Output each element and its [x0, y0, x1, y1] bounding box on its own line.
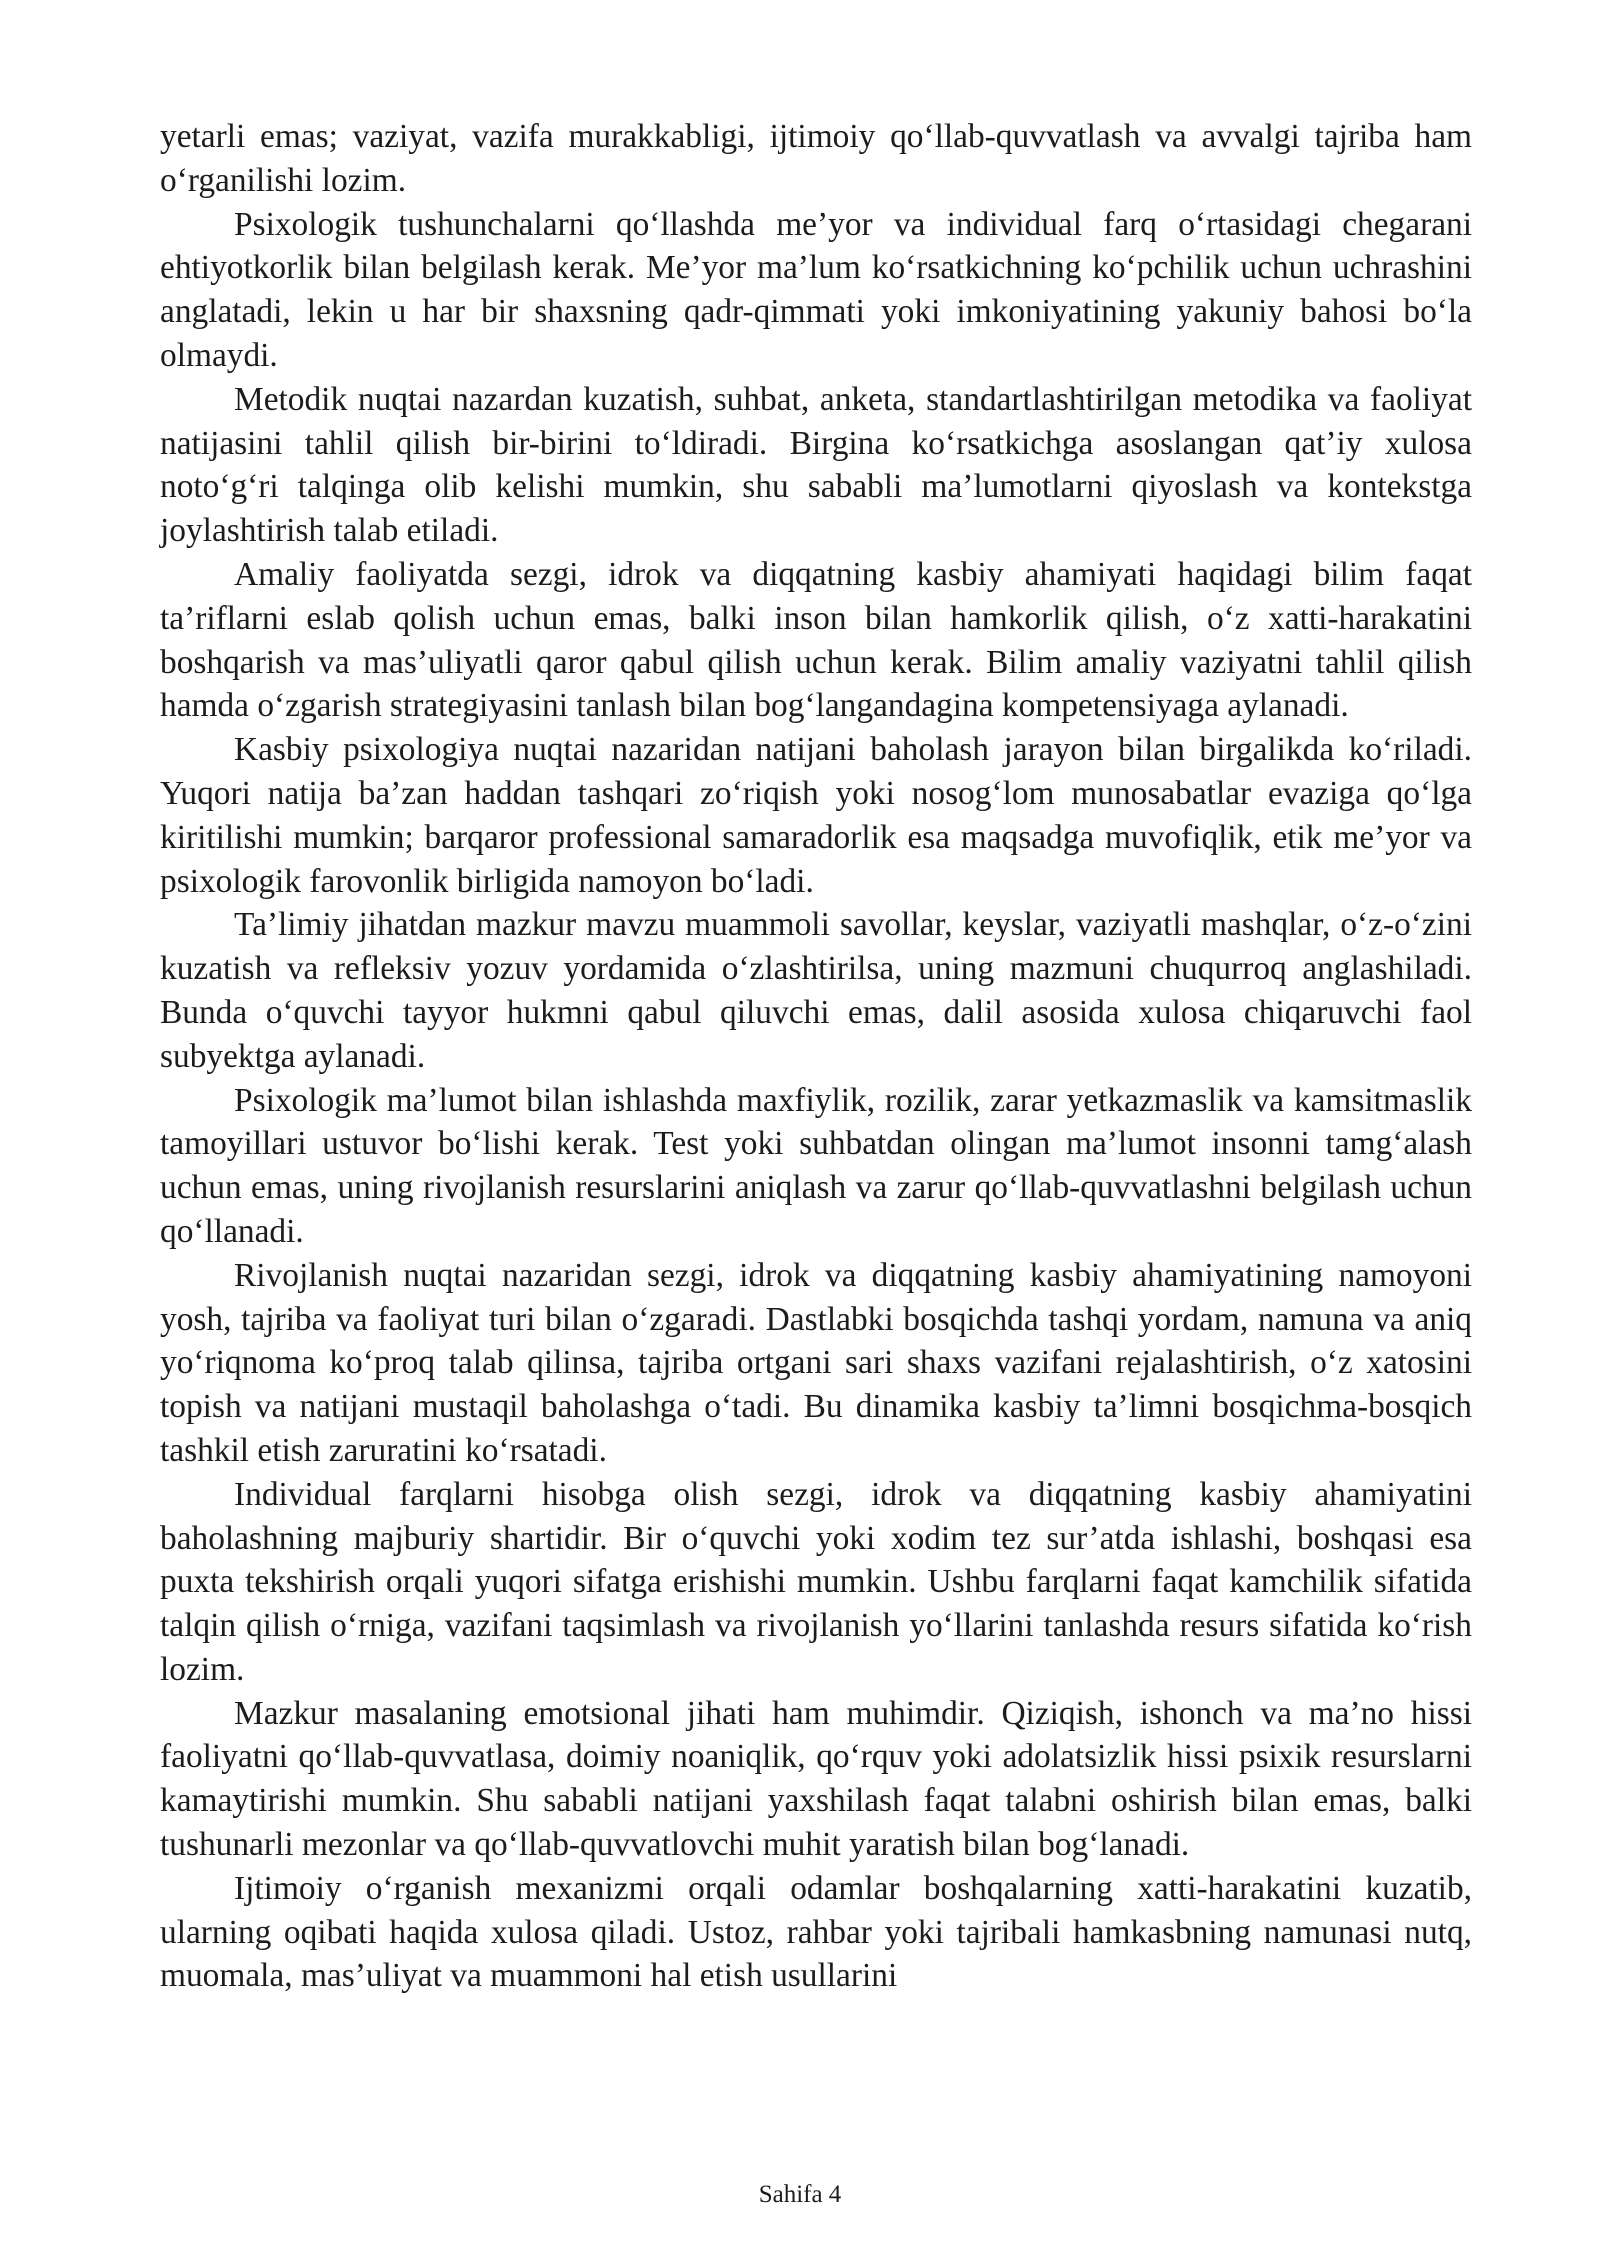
paragraph: Mazkur masalaning emotsional jihati ham muhimdir. Qiziqish, ishonch va ma’no hissi faoliyatni qo‘llab-quvvatlasa, doimiy noaniqlik, qo‘rquv yoki adolatsizlik hissi psixik resurslarni kamaytirishi mumkin. Shu sababli natijani yaxshilash faqat talabni oshirish bilan emas, balki tushunarli mezonlar va qo‘llab-quvvatlovchi muhit yaratish bilan bog‘lanadi.: [160, 1694, 1472, 1864]
paragraph: Individual farqlarni hisobga olish sezgi, idrok va diqqatning kasbiy ahamiyatini baholashning majburiy shartidir. Bir o‘quvchi yoki xodim tez sur’atda ishlashi, boshqasi esa puxta tekshirish orqali yuqori sifatga erishishi mumkin. Ushbu farqlarni faqat kamchilik sifatida talqin qilish o‘rniga, vazifani taqsimlash va rivojlanish yo‘llarini tanlashda resurs sifatida ko‘rish lozim.: [160, 1475, 1472, 1688]
paragraph: Psixologik ma’lumot bilan ishlashda maxfiylik, rozilik, zarar yetkazmaslik va kamsitmaslik tamoyillari ustuvor bo‘lishi kerak. Test yoki suhbatdan olingan ma’lumot insonni tamg‘alash uchun emas, uning rivojlanish resurslarini aniqlash va zarur qo‘llab-quvvatlashni belgilash uchun qo‘llanadi.: [160, 1081, 1472, 1250]
page-number: Sahifa 4: [758, 2181, 842, 2208]
body-text: [160, 115, 1472, 1998]
paragraph: yetarli emas; vaziyat, vazifa murakkabligi, ijtimoiy qo‘llab-quvvatlash va avvalgi tajriba ham o‘rganilishi lozim.: [160, 118, 1472, 199]
paragraph: Ijtimoiy o‘rganish mexanizmi orqali odamlar boshqalarning xatti-harakatini kuzatib, ularning oqibati haqida xulosa qiladi. Ustoz, rahbar yoki tajribali hamkasbning namunasi nutq, muomala, mas’uliyat va muammoni hal etish usullarini: [160, 1869, 1472, 1995]
paragraph: Kasbiy psixologiya nuqtai nazaridan natijani baholash jarayon bilan birgalikda ko‘riladi. Yuqori natija ba’zan haddan tashqari zo‘riqish yoki nosog‘lom munosabatlar evaziga qo‘lga kiritilishi mumkin; barqaror professional samaradorlik esa maqsadga muvofiqlik, etik me’yor va psixologik farovonlik birligida namoyon bo‘ladi.: [160, 731, 1472, 900]
paragraph: Ta’limiy jihatdan mazkur mavzu muammoli savollar, keyslar, vaziyatli mashqlar, o‘z-o‘zini kuzatish va refleksiv yozuv yordamida o‘zlashtirilsa, uning mazmuni chuqurroq anglashiladi. Bunda o‘quvchi tayyor hukmni qabul qiluvchi emas, dalil asosida xulosa chiqaruvchi faol subyektga aylanadi.: [160, 906, 1472, 1075]
paragraph: Metodik nuqtai nazardan kuzatish, suhbat, anketa, standartlashtirilgan metodika va faoliyat natijasini tahlil qilish bir-birini to‘ldiradi. Birgina ko‘rsatkichga asoslangan qat’iy xulosa noto‘g‘ri talqinga olib kelishi mumkin, shu sababli ma’lumotlarni qiyoslash va kontekstga joylashtirish talab etiladi.: [160, 380, 1472, 550]
paragraph: Rivojlanish nuqtai nazaridan sezgi, idrok va diqqatning kasbiy ahamiyatining namoyoni yosh, tajriba va faoliyat turi bilan o‘zgaradi. Dastlabki bosqichda tashqi yordam, namuna va aniq yo‘riqnoma ko‘proq talab qilinsa, tajriba ortgani sari shaxs vazifani rejalashtirish, o‘z xatosini topish va natijani mustaqil baholashga o‘tadi. Bu dinamika kasbiy ta’limni bosqichma-bosqich tashkil etish zaruratini ko‘rsatadi.: [160, 1256, 1472, 1469]
paragraph: Amaliy faoliyatda sezgi, idrok va diqqatning kasbiy ahamiyati haqidagi bilim faqat ta’riflarni eslab qolish uchun emas, balki inson bilan hamkorlik qilish, o‘z xatti-harakatini boshqarish va mas’uliyatli qaror qabul qilish uchun kerak. Bilim amaliy vaziyatni tahlil qilish hamda o‘zgarish strategiyasini tanlash bilan bog‘langandagina kompetensiyaga aylanadi.: [160, 555, 1472, 725]
paragraph: Psixologik tushunchalarni qo‘llashda me’yor va individual farq o‘rtasidagi chegarani ehtiyotkorlik bilan belgilash kerak. Me’yor ma’lum ko‘rsatkichning ko‘pchilik uchun uchrashini anglatadi, lekin u har bir shaxsning qadr-qimmati yoki imkoniyatining yakuniy bahosi bo‘la olmaydi.: [160, 205, 1472, 374]
